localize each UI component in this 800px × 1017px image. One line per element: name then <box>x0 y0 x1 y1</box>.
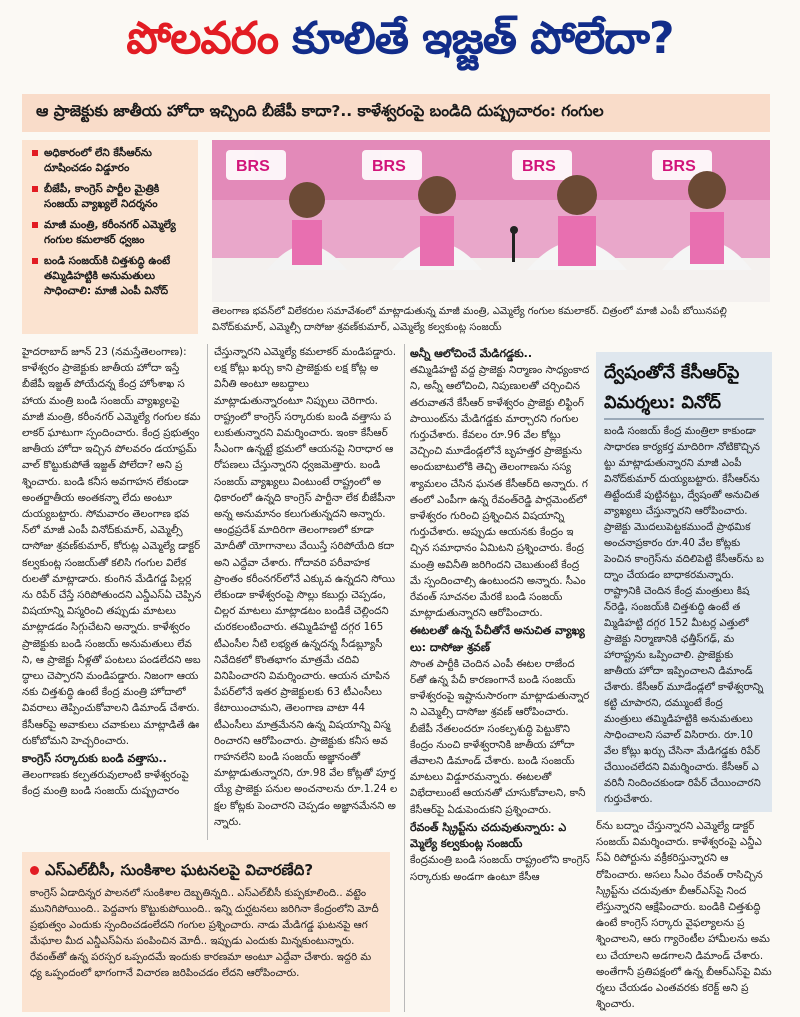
article-column-3 <box>410 344 590 1012</box>
article-paragraph: చేస్తున్నారని ఎమ్మెల్యే కమలాకర్ మండిపడ్డారు. లక్ష కోట్లు ఖర్చు కాని ప్రాజెక్టుకు లక్ష కోట్ల అవినీతి అంటూ అబద్ధాలు మాట్లాడుతున్నారంటూ నిప్పులు చెరిగారు. రాష్ట్రంలో కాంగ్రెస్ సర్కారుకు బండి వత్తాసు పలుకుతున్నారని విమర్శించారు. ఇంకా కేసీఆర్ సీఎంగా ఉన్నట్టే భ్రమలో ఆయనపై నిరాధార ఆరోపణలు చేస్తున్నారని ధ్వజమెత్తారు. బండి సంజయ్ వ్యాఖ్యలు వింటుంటే రాష్ట్రంలో అధికారంలో ఉన్నది కాంగ్రెస్ పార్టీనా లేక బీజేపీనా అన్న అనుమానం కలుగుతున్నదని అన్నారు. ఆంధ్రప్రదేశ్ మాదిరిగా తెలంగాణలో కూడా మోదీతో యోగానాలు వేయిస్తే సరిపోయేది కదా అని ఎద్దేవా చేశారు. గోదావరి పరీవాహక ప్రాంతం కరీంనగర్‌లోనే ఎక్కువ ఉన్నదని సోయి లేకుండా కాళేశ్వరంపై సొల్లు కబుర్లు చెప్పడం, చిల్లర మాటలు మాట్లాడటం బండికే చెల్లిందని చురకలంటించారు. తమ్మిడిహట్టి దగ్గర 165 టీఎంసీల నీటి లభ్యత ఉన్నదన్న సీడబ్ల్యూసీ నివేదికలో కొంతభాగం మాత్రమే చదివి వినిపించారని విమర్శించారు. ఆయన చూపిన పేపర్‌లోనే ఇతర ప్రాజెక్టులకు 63 టీఎంసీలు కేటాయించామని, తెలంగాణ వాటా 44 టీఎంసీలు మాత్రమేనని ఉన్న విషయాన్ని విస్మరించారని ఆరోపించారు. ప్రాజెక్టుకు కనీస అవగాహనలేని బండి సంజయ్ అజ్ఞానంతో మాట్లాడుతున్నారని, రూ.98 వేల కోట్లతో పూర్తయ్యే ప్రాజెక్టు పనుల అంచనాలను రూ.1.24 లక్షల కోట్లకు పెంచారని చెప్పడం అజ్ఞానమేనని అన్నారు. <box>214 346 398 828</box>
article-column-2 <box>214 344 398 844</box>
banner-logo-text: BRS <box>662 158 696 175</box>
highlight-item: బండి సంజయ్‌కి చిత్తశుద్ధి ఉంటే తమ్మిడిహట్టికి అనుమతులు సాధించాలి: మాజీ ఎంపీ వినోద్ <box>32 254 190 299</box>
banner-logo-text: BRS <box>372 158 406 175</box>
photo-caption: తెలంగాణ భవన్‌లో విలేకరుల సమావేశంలో మాట్లాడుతున్న మాజీ మంత్రి, ఎమ్మెల్యే గంగుల కమలాకర్. చిత్రంలో మాజీ ఎంపీ బోయినపల్లి వినోద్‌కుమార్, ఎమ్మెల్సీ దాసోజు శ్రవణ్‌కుమార్, ఎమ్మెల్యే కల్వకుంట్ల సంజయ్ <box>212 306 727 333</box>
subheadline: ఆ ప్రాజెక్టుకు జాతీయ హోదా ఇచ్చింది బీజేపీ కాదా?.. కాళేశ్వరంపై బండిది దుష్ప్రచారం: గంగుల <box>22 94 770 132</box>
bullet-dot-icon <box>30 866 39 875</box>
article-paragraph: కేంద్రమంత్రి బండి సంజయ్ రాష్ట్రంలోని కాంగ్రెస్ సర్కారుకు అండగా ఉంటూ కేసీఆ <box>410 854 590 883</box>
headline-main: కూలితే ఇజ్జత్ పోలేదా? <box>292 13 674 64</box>
column-divider <box>207 344 208 840</box>
highlights-box <box>22 140 198 334</box>
article-paragraph: తమ్మిడిహట్టి వద్ద ప్రాజెక్టు నిర్మాణం సాధ్యంకాదని, అన్నీ ఆలోచించి, నిపుణులతో చర్చించిన తరువాతనే కేసీఆర్ కాళేశ్వరం ప్రాజెక్టు లిఫ్టింగ్ పాయింట్‌ను మేడిగడ్డకు మార్చారని గంగుల గుర్తుచేశారు. కేవలం రూ.96 వేల కోట్లు వెచ్చించి మూడేండ్లలోనే బృహత్తర ప్రాజెక్టును అందుబాటులోకి తెచ్చి తెలంగాణను సస్యశ్యామలం చేసిన ఘనత కేసీఆర్‌ది అన్నారు. గతంలో ఎంపీగా ఉన్న రేవంత్‌రెడ్డి పార్లమెంట్‌లో కాళేశ్వరం గురించి ప్రశ్నించిన విషయాన్ని గుర్తుచేశారు. అప్పుడు ఆయనకు కేంద్రం ఇచ్చిన సమాధానం ఏమిటని ప్రశ్నించారు. కేంద్ర మంత్రి అవినీతి జరిగిందని చెబుతుంటే కేంద్రమే స్పందించాల్సి ఉంటుందని అన్నారు. సీఎం రేవంత్ సూచనల మేరకే బండి సంజయ్ మాట్లాడుతున్నారని ఆరోపించారు. <box>410 364 590 620</box>
sidebar-body: కాంగ్రెస్ ఏడాదిన్నర పాలనలో సుంకిశాల దెబ్బతిన్నది.. ఎస్ఎల్‌బీసీ కుప్పకూలింది.. వట్టెం మునిగిపోయింది.. పెద్దవాగు కొట్టుకుపోయింది.. ఇన్ని దుర్ఘటనలు జరిగినా కేంద్రంలోని మోదీ ప్రభుత్వం ఎందుకు స్పందించడంలేదని గంగుల ప్రశ్నించారు. నాడు మేడిగడ్డ ఘటనపై ఆగమేఘాల మీద ఎన్డీఎస్ఏను పంపించిన మోదీ.. ఇప్పుడు ఎందుకు మిన్నకుంటున్నారు. రేవంత్‌తో ఉన్న పరస్పర ఒప్పందమే ఇందుకు కారణమా అంటూ ఎద్దేవా చేశారు. ఇద్దరి మధ్య ఒప్పందంలో భాగంగానే విచారణ జరిపించడం లేదని ఆరోపించారు. <box>30 888 379 979</box>
article-column-4 <box>596 818 772 1012</box>
section-heading: ఈటలతో ఉన్న పేచీతోనే అనుచిత వ్యాఖ్యలు: దాసోజు శ్రవణ్ <box>410 624 585 654</box>
headline <box>0 0 800 88</box>
headline-highlight: పోలవరం <box>126 13 279 64</box>
article-column-1 <box>22 344 202 839</box>
article-paragraph: సొంత పార్టీకి చెందిన ఎంపీ ఈటల రాజేందర్‌తో ఉన్న పేచీ కారణంగానే బండి సంజయ్ కాళేశ్వరంపై ఇష్టానుసారంగా మాట్లాడుతున్నారని ఎమ్మెల్సీ దాసోజు శ్రవణ్ ఆరోపించారు. బీజేపీ నేతలందరూ సంకల్పశుద్ధి పెట్టుకొని కేంద్రం నుంచి కాళేశ్వరానికి జాతీయ హోదా తేవాలని డిమాండ్ చేశారు. బండి సంజయ్ మాటలు విడ్డూరమన్నారు. ఈటలతో విభేదాలుంటే ఆయనతో చూసుకోవాలని, కానీ కేసీఆర్‌పై ఏడుపెందుకని ప్రశ్నించారు. <box>410 657 590 816</box>
banner-logo-text: BRS <box>522 158 556 175</box>
sidebar-title: ద్వేషంతోనే కేసీఆర్‌పై విమర్శలు: వినోద్ <box>604 358 764 420</box>
vinod-sidebar <box>596 352 772 812</box>
sidebar-title: ఎస్ఎల్‌బీసీ, సుంకిశాల ఘటనలపై విచారణేది? <box>45 861 314 879</box>
article-paragraph: తెలంగాణకు కల్పతరువులాంటి కాళేశ్వరంపై కేంద్ర మంత్రి బండి సంజయ్ దుష్ప్రచారం <box>22 769 189 798</box>
sidebar-body: బండి సంజయ్ కేంద్ర మంత్రిలా కాకుండా సాధారణ కార్యకర్త మాదిరిగా నోటికొచ్చినట్టు మాట్లాడుతున్నారని మాజీ ఎంపీ వినోద్‌కుమార్ దుయ్యబట్టారు. కేసీఆర్‌ను తిట్టేందుకే పుట్టినట్టు, ద్వేషంతో అనుచిత వ్యాఖ్యలు చేస్తున్నారని ఆరోపించారు. ప్రాజెక్టు మొదలుపెట్టకముందే ప్రాథమిక అంచనాప్రకారం రూ.40 వేల కోట్లకు పెంచిన కాంగ్రెస్‌ను వదిలిపెట్టి కేసీఆర్‌ను బద్నాం చేయడం బాధాకరమన్నారు. రాష్ట్రానికి చెందిన కేంద్ర మంత్రులు కిషన్‌రెడ్డి, సంజయ్‌కి చిత్తశుద్ధి ఉంటే తమ్మిడిహట్టి దగ్గర 152 మీటర్ల ఎత్తులో ప్రాజెక్టు నిర్మాణానికి ఛత్తీస్‌గఢ్, మహారాష్ట్రను ఒప్పించాలి. ప్రాజెక్టుకు జాతీయ హోదా ఇప్పించాలని డిమాండ్ చేశారు. కేసీఆర్ మూడేండ్లలో కాళేశ్వరాన్ని కట్టి చూపారని, దమ్ముంటే కేంద్ర మంత్రులు తమ్మిడిహట్టికి అనుమతులు సాధించాలని సవాల్ విసిరారు. రూ.10 వేల కోట్లు ఖర్చు చేసినా మేడిగడ్డకు రిపేర్ చేయించలేదని విమర్శించారు. కేసీఆర్ ఎవరినీ నిందించకుండా రిపేర్ చేయించారని గుర్తుచేశారు. <box>604 426 764 805</box>
banner-logo-text: BRS <box>236 158 270 175</box>
highlight-item: మాజీ మంత్రి, కరీంనగర్ ఎమ్మెల్యే గంగుల కమలాకర్ ధ్వజం <box>32 218 190 248</box>
section-heading: కాంగ్రెస్ సర్కారుకు బండి వత్తాసు.. <box>22 752 167 766</box>
column-divider <box>404 344 405 1012</box>
article-paragraph: హైదరాబాద్ జూన్ 23 (నమస్తేతెలంగాణ): కాళేశ్వరం ప్రాజెక్టుకు జాతీయ హోదా ఇస్తే బీజేపీ ఇజ్జత్ పోయేదన్న కేంద్ర హోంశాఖ సహాయ మంత్రి బండి సంజయ్ వ్యాఖ్యలపై మాజీ మంత్రి, కరీంనగర్ ఎమ్మెల్యే గంగుల కమలాకర్ ఘాటుగా స్పందించారు. కేంద్ర ప్రభుత్వం జాతీయ హోదా ఇచ్చిన పోలవరం డయాఫ్రమ్ వాల్ కొట్టుకుపోతే ఇజ్జత్ పోలేదా? అని ప్రశ్నించారు. బండి కనీస అవగాహన లేకుండా అంతర్జాతీయ అంతకన్నా లేదు అంటూ దుయ్యబట్టారు. సోమవారం తెలంగాణ భవన్‌లో మాజీ ఎంపీ వినోద్‌కుమార్, ఎమ్మెల్సీ దాసోజు శ్రవణ్‌కుమార్, కోరుట్ల ఎమ్మెల్యే డాక్టర్ కల్వకుంట్ల సంజయ్‌తో కలిసి గంగుల విలేకరులతో మాట్లాడారు. కుంగిన మేడిగడ్డ పిల్లర్లను రిపేర్ చేస్తే సరిపోతుందని ఎన్డీఎస్‌ఏ చెప్పిన విషయాన్ని విస్మరించి తప్పుడు మాటలు మాట్లాడడం సిగ్గుచేటని అన్నారు. కాళేశ్వరం ప్రాజెక్టుకు బండి సంజయ్ అనుమతులు లేవని, ఆ ప్రాజెక్టు నీళ్లతో పంటలు పండలేదని అబద్ధాలు చెప్పారని మండిపడ్డారు. నిజంగా ఆయనకు చిత్తశుద్ధి ఉంటే కేంద్ర మంత్రి హోదాలో వివరాలు తెప్పించుకోవాలని డిమాండ్ చేశారు. కేసీఆర్‌పై అవాకులు చవాకులు మాట్లాడితే ఊరుకోబోమని హెచ్చరించారు. <box>22 346 202 747</box>
press-conference-photo <box>212 140 770 302</box>
highlight-item: అధికారంలో లేని కేసీఆర్‌ను దూషించడం విడ్డూరం <box>32 146 190 176</box>
slbc-sidebar <box>22 852 390 1012</box>
section-heading: అన్నీ ఆలోచించే మేడిగడ్డకు.. <box>410 347 533 360</box>
highlight-item: బీజేపీ, కాంగ్రెస్ పార్టీల మైత్రికి సంజయ్ వ్యాఖ్యలే నిదర్శనం <box>32 182 190 212</box>
article-paragraph: ర్‌ను బద్నాం చేస్తున్నారని ఎమ్మెల్యే డాక్టర్ సంజయ్ విమర్శించారు. కాళేశ్వరంపై ఎన్డీఎస్ఏ రిపోర్టును వక్రీకరిస్తున్నారని ఆరోపించారు. అసలు సీఎం రేవంత్ రాసిచ్చిన స్క్రిప్ట్‌ను చదువుతూ బీఆర్ఎస్‌పై నిందలేస్తున్నారని ఆక్షేపించారు. బండికి చిత్తశుద్ధి ఉంటే కాంగ్రెస్ సర్కారు వైఫల్యాలను ప్రశ్నించాలని, ఆరు గ్యారెంటీల హామీలను అమలు చేయాలని అడగాలని డిమాండ్ చేశారు. అంతేగానీ ప్రతిపక్షంలో ఉన్న బీఆర్ఎస్‌పై విమర్శలు చేయడం ఎంతవరకు కరెక్ట్ అని ప్రశ్నించారు. <box>596 820 772 1011</box>
section-heading: రేవంత్ స్క్రిప్ట్‌ను చదువుతున్నారు: ఎమ్మెల్యే కల్వకుంట్ల సంజయ్ <box>410 820 567 851</box>
sidebar-heading <box>30 858 382 882</box>
